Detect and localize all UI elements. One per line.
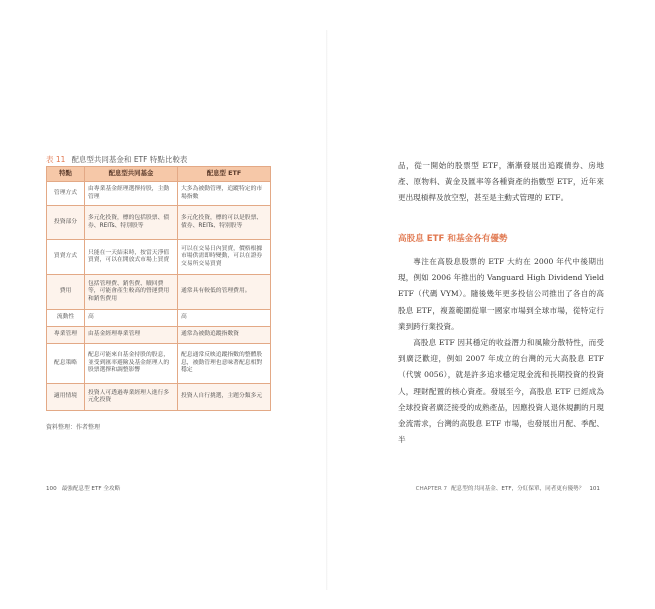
table-row [47, 344, 271, 384]
table-caption [46, 154, 187, 165]
row-etf: 多元化投資，標的可以是股票、債券、REITs、特別股等 [178, 206, 271, 240]
table-source-note: 資料整理：作者整理 [46, 424, 101, 431]
paragraph: 品，從一開始的股票型 ETF，漸漸發展出追蹤債券、房地產、原物料、黃金及匯率等各種資產的指數型 ETF，近年來更出現槓桿及放空型，甚至是主動式管理的 ETF。 [398, 161, 604, 203]
row-etf: 投資人自行挑選，主題分類多元 [178, 384, 271, 411]
table-header-row [47, 167, 271, 182]
comparison-table [46, 166, 271, 411]
row-etf: 大多為被動管理，追蹤特定的市場指數 [178, 182, 271, 206]
table-row [47, 240, 271, 275]
row-mutual-fund: 包括管理費、銷售費、贖回費等，可能會產生較高的營運費用和銷售費用 [85, 275, 178, 310]
table-row [47, 310, 271, 327]
left-page-number: 100 [46, 486, 57, 492]
paragraph: 專注在高股息股票的 ETF 大約在 2000 年代中後期出現，例如 2006 年推出的 Vanguard High Dividend Yield ETF（代碼 VYM）。隨後幾年更多投信公司推出了各自的高股息 ETF，複蓋範圍從單一國家市場到全球市場，從特定行業到跨行業投資。 [398, 257, 604, 331]
row-feature: 費用 [47, 275, 85, 310]
table-label: 表 11 [46, 155, 66, 164]
table-row [47, 384, 271, 411]
paragraph: 高股息 ETF 因其穩定的收益潛力和風險分散特性，而受到廣泛歡迎，例如 2007 年成立的台灣的元大高股息 ETF（代號 0056），就是許多追求穩定現金流和長期投資的投資人，理財配置的核心資產。發展至今，高股息 ETF 已經成為全球投資者廣泛接受的成熟產品，因應投資人退休規劃的月現金流需求，台灣的高股息 ETF 市場，也發展出月配、季配、半 [398, 338, 604, 445]
row-mutual-fund: 高 [85, 310, 178, 327]
table-row [47, 206, 271, 240]
page-gutter [326, 30, 328, 590]
right-page-intro [398, 158, 604, 207]
row-etf: 可以在交易日內買賣，價格根據市場供需即時變動，可以在證券交易所交易買賣 [178, 240, 271, 275]
table-row [47, 327, 271, 344]
row-mutual-fund: 由專業基金經理選擇持股，主動管理 [85, 182, 178, 206]
table-row [47, 275, 271, 310]
right-page-number: 101 [589, 486, 600, 492]
row-mutual-fund: 多元化投資，標的包括股票、債券、REITs、特別股等 [85, 206, 178, 240]
row-etf: 配息通常反映追蹤指數的整體股息，被動管理也意味著配息相對穩定 [178, 344, 271, 384]
header-feature: 特點 [47, 167, 85, 182]
running-title: 配息型的共同基金、ETF，分紅保單，同者更有優勢？ [451, 486, 585, 492]
row-feature: 流動性 [47, 310, 85, 327]
row-mutual-fund: 由基金經理專業管理 [85, 327, 178, 344]
row-feature: 買賣方式 [47, 240, 85, 275]
row-feature: 投資部分 [47, 206, 85, 240]
row-etf: 通常為被動追蹤指數資 [178, 327, 271, 344]
book-title: 最強配息型 ETF 全攻略 [61, 486, 121, 492]
right-page-footer [416, 484, 600, 492]
section-heading: 高股息 ETF 和基金各有優勢 [398, 234, 508, 244]
left-page-footer [46, 484, 120, 492]
row-etf: 通常具有較低的管理費用。 [178, 275, 271, 310]
row-feature: 管理方式 [47, 182, 85, 206]
right-page-body [398, 254, 604, 448]
header-etf: 配息型 ETF [178, 167, 271, 182]
row-mutual-fund: 配息可能來自基金持股的股息，並受到匯率避險及基金經理人的股票選擇和調整影響 [85, 344, 178, 384]
row-etf: 高 [178, 310, 271, 327]
table-title: 配息型共同基金和 ETF 特點比較表 [71, 155, 188, 164]
row-mutual-fund: 投資人可透過專業經理人進行多元化投資 [85, 384, 178, 411]
row-feature: 專業管理 [47, 327, 85, 344]
table-row [47, 182, 271, 206]
row-feature: 配息策略 [47, 344, 85, 384]
chapter-label: CHAPTER 7 [415, 486, 448, 492]
row-feature: 適用情境 [47, 384, 85, 411]
row-mutual-fund: 只能在一天結束時，按當天淨值買賣，可以在開放式市場上買賣 [85, 240, 178, 275]
header-mutual-fund: 配息型共同基金 [85, 167, 178, 182]
